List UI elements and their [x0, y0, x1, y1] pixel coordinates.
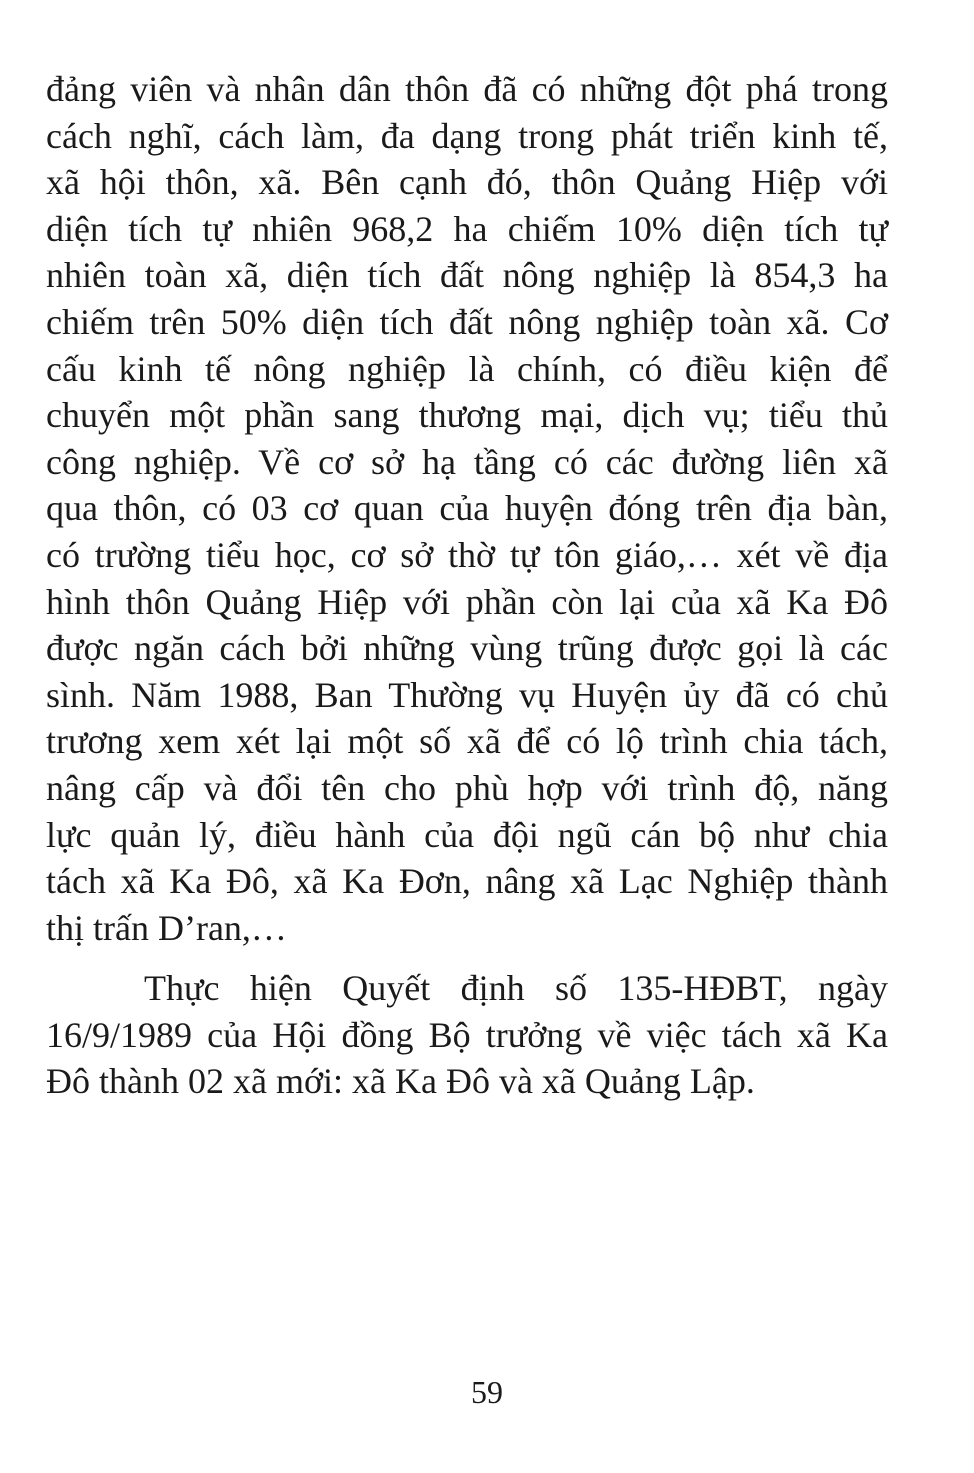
text-line: công nghiệp. Về cơ sở hạ tầng có các đường liên xã: [46, 441, 888, 482]
text-line: cách nghĩ, cách làm, đa dạng trong phát triển kinh tế,: [46, 115, 888, 156]
text-line: Thực hiện Quyết định số 135-HĐBT, ngày: [144, 968, 888, 1009]
text-line: xã hội thôn, xã. Bên cạnh đó, thôn Quảng Hiệp với: [46, 162, 888, 203]
text-line: sình. Năm 1988, Ban Thường vụ Huyện ủy đã có chủ: [46, 674, 888, 715]
paragraph-2: [46, 965, 888, 1105]
text-line: lực quản lý, điều hành của đội ngũ cán bộ như chia: [46, 814, 888, 855]
text-line: diện tích tự nhiên 968,2 ha chiếm 10% diện tích tự: [46, 208, 888, 249]
text-line: tách xã Ka Đô, xã Ka Đơn, nâng xã Lạc Nghiệp thành: [46, 861, 888, 902]
text-line: Đô thành 02 xã mới: xã Ka Đô và xã Quảng Lập.: [46, 1061, 755, 1102]
paragraph-gap: [46, 951, 888, 965]
paragraph-1: [46, 66, 888, 951]
text-line: đảng viên và nhân dân thôn đã có những đột phá trong: [46, 69, 888, 109]
page-body: [46, 66, 888, 1105]
text-line: chiếm trên 50% diện tích đất nông nghiệp toàn xã. Cơ: [46, 301, 888, 342]
text-line: cấu kinh tế nông nghiệp là chính, có điều kiện để: [46, 348, 888, 389]
text-line: qua thôn, có 03 cơ quan của huyện đóng trên địa bàn,: [46, 488, 888, 529]
text-line: thị trấn D’ran,…: [46, 907, 287, 948]
text-line: nâng cấp và đổi tên cho phù hợp với trình độ, năng: [46, 767, 888, 808]
text-line: có trường tiểu học, cơ sở thờ tự tôn giáo,… xét về địa: [46, 534, 888, 575]
text-line: chuyển một phần sang thương mại, dịch vụ; tiểu thủ: [46, 395, 888, 436]
text-line: được ngăn cách bởi những vùng trũng được gọi là các: [46, 628, 888, 669]
text-line: trương xem xét lại một số xã để có lộ trình chia tách,: [46, 721, 888, 762]
text-line: hình thôn Quảng Hiệp với phần còn lại của xã Ka Đô: [46, 581, 888, 622]
text-line: 16/9/1989 của Hội đồng Bộ trưởng về việc tách xã Ka: [46, 1014, 888, 1055]
page-number: 59: [471, 1374, 503, 1410]
text-line: nhiên toàn xã, diện tích đất nông nghiệp là 854,3 ha: [46, 255, 888, 296]
